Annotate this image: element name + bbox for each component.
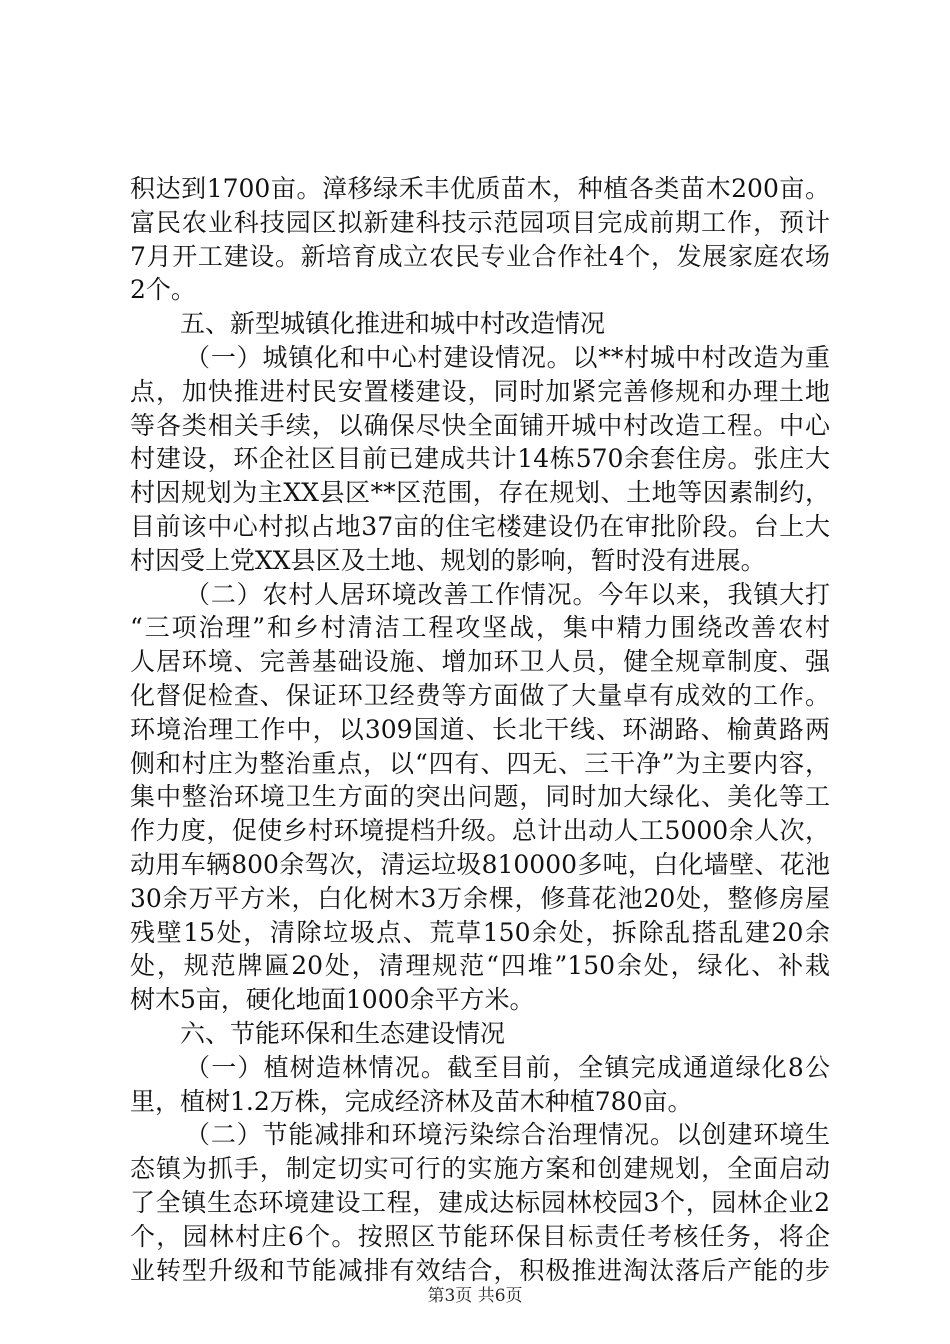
- body-line: 富民农业科技园区拟新建科技示范园项目完成前期工作，预计: [130, 207, 830, 237]
- body-line: （一）城镇化和中心村建设情况。以**村城中村改造为重: [185, 342, 830, 372]
- body-line: 村因规划为主XX县区**区范围，存在规划、土地等因素制约，: [130, 478, 830, 508]
- body-line: 7月开工建设。新培育成立农民专业合作社4个，发展家庭农场: [130, 241, 830, 271]
- body-line: 化督促检查、保证环卫经费等方面做了大量卓有成效的工作。: [130, 680, 830, 710]
- body-line: 作力度，促使乡村环境提档升级。总计出动人工5000余人次，: [130, 816, 830, 846]
- body-line: “三项治理”和乡村清洁工程攻坚战，集中精力围绕改善农村: [130, 613, 830, 643]
- body-line: 里，植树1.2万株，完成经济林及苗木种植780亩。: [130, 1086, 693, 1116]
- body-line: 村建设，环企社区目前已建成共计14栋570余套住房。张庄大: [130, 444, 830, 474]
- body-line: 村因受上党XX县区及土地、规划的影响，暂时没有进展。: [130, 545, 766, 575]
- body-line: 树木5亩，硬化地面1000余平方米。: [130, 985, 535, 1015]
- body-line: 环境治理工作中，以309国道、长北干线、环湖路、榆黄路两: [130, 714, 830, 744]
- body-line: 处，规范牌匾20处，清理规范“四堆”150余处，绿化、补栽: [130, 951, 830, 981]
- body-line: 积达到1700亩。漳移绿禾丰优质苗木，种植各类苗木200亩。: [130, 174, 830, 203]
- body-line: 态镇为抓手，制定切实可行的实施方案和创建规划，全面启动: [130, 1154, 830, 1184]
- body-line: 点，加快推进村民安置楼建设，同时加紧完善修规和办理土地: [130, 376, 830, 406]
- body-line: （一）植树造林情况。截至目前，全镇完成通道绿化8公: [185, 1052, 830, 1082]
- body-line: 等各类相关手续，以确保尽快全面铺开城中村改造工程。中心: [130, 410, 830, 440]
- body-line: 个，园林村庄6个。按照区节能环保目标责任考核任务，将企: [130, 1221, 830, 1251]
- body-line: 侧和村庄为整治重点，以“四有、四无、三干净”为主要内容，: [130, 748, 830, 778]
- section-heading: 五、新型城镇化推进和城中村改造情况: [180, 309, 606, 339]
- body-line: 集中整治环境卫生方面的突出问题，同时加大绿化、美化等工: [130, 782, 830, 812]
- body-line: （二）农村人居环境改善工作情况。今年以来，我镇大打: [185, 579, 830, 609]
- page-footer: 第3页 共6页: [427, 1286, 523, 1306]
- section-heading: 六、节能环保和生态建设情况: [180, 1018, 506, 1048]
- body-line: 业转型升级和节能减排有效结合，积极推进淘汰落后产能的步: [130, 1255, 830, 1285]
- body-line: 人居环境、完善基础设施、增加环卫人员，健全规章制度、强: [130, 647, 830, 677]
- body-line: 动用车辆800余驾次，清运垃圾810000多吨，白化墙壁、花池: [130, 849, 830, 879]
- body-line: 残壁15处，清除垃圾点、荒草150余处，拆除乱搭乱建20余: [130, 917, 830, 947]
- body-line: 30余万平方米，白化树木3万余棵，修葺花池20处，整修房屋: [130, 883, 830, 913]
- body-line: （二）节能减排和环境污染综合治理情况。以创建环境生: [185, 1120, 830, 1150]
- body-line: 了全镇生态环境建设工程，建成达标园林校园3个，园林企业2: [130, 1187, 830, 1217]
- document-body: [130, 172, 830, 1287]
- body-line: 2个。: [130, 275, 196, 305]
- body-line: 目前该中心村拟占地37亩的住宅楼建设仍在审批阶段。台上大: [130, 511, 830, 541]
